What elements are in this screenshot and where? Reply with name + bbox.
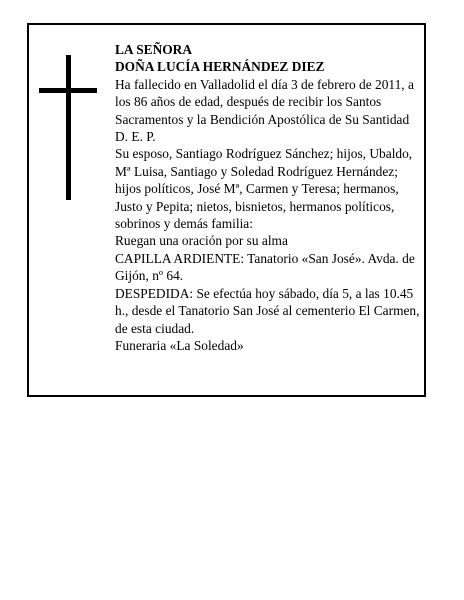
prayer-request: Ruegan una oración por su alma xyxy=(115,233,288,249)
cross-horizontal-bar xyxy=(39,88,97,93)
farewell-info: DESPEDIDA: Se efectúa hoy sábado, día 5, a las 10.45 h., desde el Tanatorio San José al cementerio El Carmen, de esta ciudad. xyxy=(115,285,420,336)
chapel-info: CAPILLA ARDIENTE: Tanatorio «San José». Avda. de Gijón, nº 64. xyxy=(115,250,415,284)
title-line-1: LA SEÑORA xyxy=(115,42,193,57)
funeral-home: Funeraria «La Soledad» xyxy=(115,337,244,353)
deceased-name: DOÑA LUCÍA HERNÁNDEZ DIEZ xyxy=(115,59,325,75)
cross-vertical-bar xyxy=(66,55,71,200)
obituary-text xyxy=(115,41,425,354)
family-list: Su esposo, Santiago Rodríguez Sánchez; hijos, Ubaldo, Mª Luisa, Santiago y Soledad Rodríguez Hernández; hijos políticos, José Mª, Carmen y Teresa; hermanos, Justo y Pepita; nietos, bisnietos, hermanos políticos, sobrinos y demás familia: xyxy=(115,146,413,232)
obituary-notice xyxy=(27,23,426,397)
cross-icon xyxy=(39,55,97,200)
dep-line: D. E. P. xyxy=(115,129,156,145)
death-announcement: Ha fallecido en Valladolid el día 3 de febrero de 2011, a los 86 años de edad, después de recibir los Santos Sacramentos y la Bendición Apostólica de Su Santidad xyxy=(115,76,414,127)
